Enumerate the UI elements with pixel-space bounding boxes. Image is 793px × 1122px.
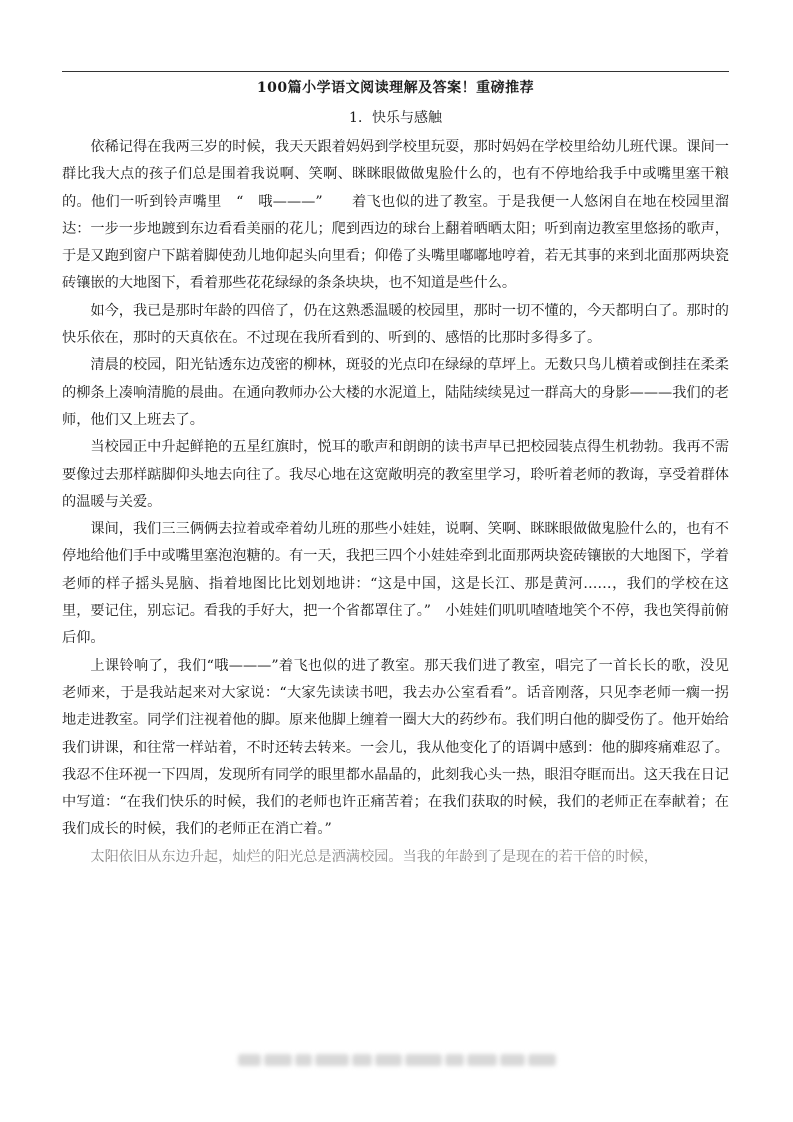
document-title: 100篇小学语文阅读理解及答案！重磅推荐 [256, 80, 535, 96]
paragraph: 依稀记得在我两三岁的时候，我天天跟着妈妈到学校里玩耍，那时妈妈在学校里给幼儿班代课。课间一群比我大点的孩子们总是围着我说啊、笑啊、眯眯眼做做鬼脸什么的，也有不停地给我手中或嘴里塞干粮的。他们一听到铃声嘴里 “ 哦———” 着飞也似的进了教室。于是我便一人悠闲自在地在校园里溜达：一步一步地踱到东边看看美丽的花儿；爬到西边的球台上翻着晒晒太阳；听到南边教室里悠扬的歌声，于是又跑到窗户下踮着脚使劲儿地仰起头向里看；仰倦了头嘴里嘟嘟地哼着，若无其事的来到北面那两块瓷砖镶嵌的大地图下，看着那些花花绿绿的条条块块，也不知道是些什么。 [62, 139, 729, 292]
paragraph: 当校园正中升起鲜艳的五星红旗时，悦耳的歌声和朗朗的读书声早已把校园装点得生机勃勃。我再不需要像过去那样踮脚仰头地去向往了。我尽心地在这宽敞明亮的教室里学习，聆听着老师的教诲，享受着群体的温暖与关爱。 [62, 439, 729, 510]
section-title: 1．快乐与感触 [349, 110, 442, 126]
paragraph: 清晨的校园，阳光钻透东边茂密的柳林，斑驳的光点印在绿绿的草坪上。无数只鸟儿横着或倒挂在柔柔的柳条上凑响清脆的晨曲。在通向教师办公大楼的水泥道上，陆陆续续晃过一群高大的身影———我们的老师，他们又上班去了。 [62, 357, 729, 428]
paragraph-cut-off: 太阳依旧从东边升起，灿烂的阳光总是洒满校园。当我的年龄到了是现在的若干倍的时候， [90, 848, 658, 865]
paragraph: 上课铃响了，我们“哦———”着飞也似的进了教室。那天我们进了教室，唱完了一首长长的歌，没见老师来，于是我站起来对大家说：“大家先读读书吧，我去办公室看看”。话音刚落，只见李老师一瘸一拐地走进教室。同学们注视着他的脚。原来他脚上缠着一圈大大的药纱布。我们明白他的脚受伤了。他开始给我们讲课，和往常一样站着，不时还转去转来。一会儿，我从他变化了的语调中感到：他的脚疼痛难忍了。我忍不住环视一下四周，发现所有同学的眼里都水晶晶的，此刻我心头一热，眼泪夺眶而出。这天我在日记中写道：“在我们快乐的时候，我们的老师也许正痛苦着；在我们获取的时候，我们的老师正在奉献着；在 我们成长的时候，我们的老师正在消亡着。” [62, 657, 744, 838]
blurred-footer-watermark [238, 1053, 556, 1067]
paragraph: 课间，我们三三俩俩去拉着或牵着幼儿班的那些小娃娃，说啊、笑啊、眯眯眼做做鬼脸什么的，也有不停地给他们手中或嘴里塞泡泡糖的。有一天，我把三四个小娃娃牵到北面那两块瓷砖镶嵌的大地图下，学着老师的样子摇头晃脑、指着地图比比划划地讲：“这是中国，这是长江、那是黄河……，我们的学校在这里，要记住，别忘记。看我的手好大，把一个省都罩住了。” 小娃娃们叽叽喳喳地笑个不停，我也笑得前俯后仰。 [62, 521, 729, 647]
paragraph: 如今，我已是那时年龄的四倍了，仍在这熟悉温暖的校园里，那时一切不懂的，今天都明白了。那时的快乐依在，那时的天真依在。不过现在我所看到的、听到的、感悟的比那时多得多了。 [62, 302, 729, 347]
article-body [62, 134, 744, 1029]
header-rule [62, 71, 729, 72]
